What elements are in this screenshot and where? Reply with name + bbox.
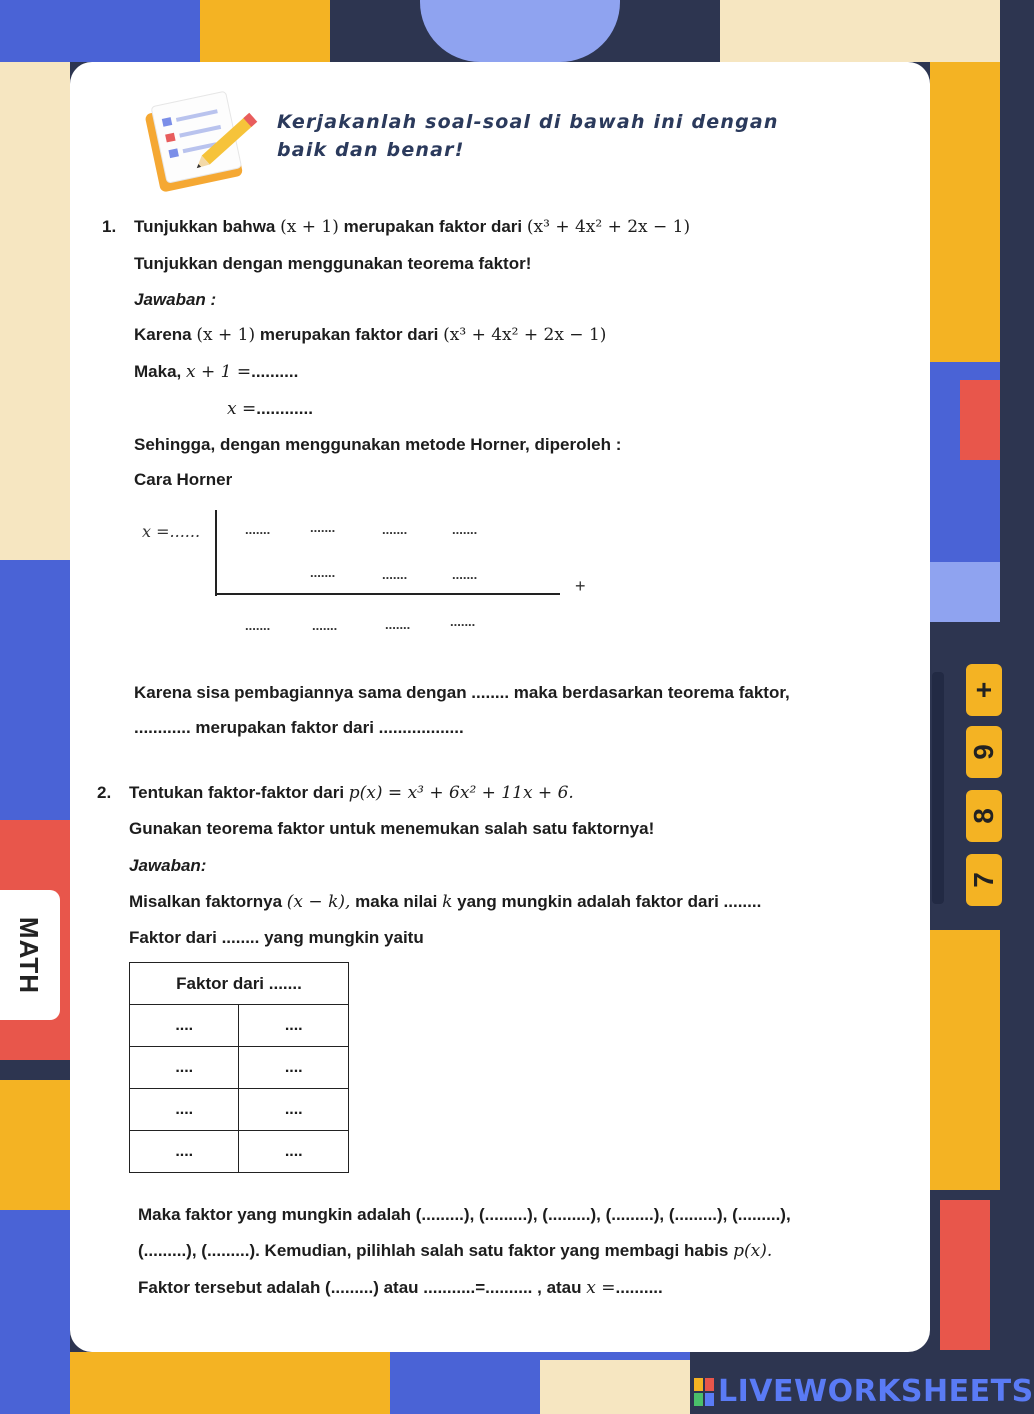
answer-blank[interactable]: .......... bbox=[251, 362, 299, 381]
horner-x-label[interactable]: x =...... bbox=[142, 522, 201, 541]
q2-prompt: Tentukan faktor-faktor dari p(x) = x³ + 6x² + 11x + 6. bbox=[129, 783, 574, 803]
horner-cell[interactable]: ....... bbox=[310, 565, 336, 580]
background-notepad bbox=[540, 1360, 690, 1414]
table-cell[interactable]: .... bbox=[130, 1089, 239, 1131]
background-stripe bbox=[0, 0, 200, 62]
horner-cell[interactable]: ....... bbox=[450, 614, 476, 629]
horner-cell[interactable]: ....... bbox=[310, 520, 336, 535]
q1-horner-title: Cara Horner bbox=[134, 470, 233, 489]
horner-cell[interactable]: ....... bbox=[245, 618, 271, 633]
liveworksheets-logo-icon bbox=[694, 1378, 714, 1406]
background-stripe bbox=[200, 0, 330, 62]
q1-answer-line1: Karena (x + 1) merupakan faktor dari (x³ + 4x² + 2x − 1) bbox=[134, 325, 607, 345]
q1-conclusion-line2: ............ merupakan faktor dari .................. bbox=[134, 718, 464, 737]
background-stripe bbox=[960, 380, 1000, 460]
background-calculator-edge bbox=[932, 672, 944, 904]
q2-choose-factor: (.........), (.........). Kemudian, pilihlah salah satu faktor yang membagi habis p(x). bbox=[138, 1241, 773, 1261]
liveworksheets-logo[interactable]: LIVEWORKSHEETS bbox=[718, 1374, 1034, 1409]
factor-table bbox=[129, 962, 349, 1173]
math-expression: k bbox=[442, 892, 453, 912]
q1-answer-line2: Maka, x + 1 =.......... bbox=[134, 362, 299, 382]
math-expression: x = bbox=[227, 399, 257, 419]
background-stripe bbox=[0, 650, 70, 820]
table-cell[interactable]: .... bbox=[239, 1005, 349, 1047]
q2-number: 2. bbox=[97, 783, 112, 802]
math-expression: p(x). bbox=[733, 1241, 773, 1261]
horner-plus-sign: + bbox=[575, 576, 586, 596]
background-stripe bbox=[0, 1080, 70, 1210]
math-expression: (x³ + 4x² + 2x − 1) bbox=[526, 217, 691, 237]
background-stripe bbox=[420, 0, 620, 62]
math-expression: (x³ + 4x² + 2x − 1) bbox=[443, 325, 607, 345]
table-cell[interactable]: .... bbox=[239, 1047, 349, 1089]
horner-vertical-line bbox=[215, 510, 217, 596]
worksheet-card bbox=[70, 62, 930, 1352]
horner-cell[interactable]: ....... bbox=[452, 567, 478, 582]
calculator-key: 8 bbox=[966, 790, 1002, 842]
background-stripe bbox=[930, 562, 1000, 622]
horner-cell[interactable]: ....... bbox=[245, 522, 271, 537]
q2-possible-factors: Maka faktor yang mungkin adalah (.........), (.........), (.........), (.........), (.........), (.........), bbox=[138, 1205, 791, 1224]
background-stripe bbox=[940, 1200, 990, 1350]
table-row bbox=[130, 1089, 349, 1131]
horner-cell[interactable]: ....... bbox=[382, 567, 408, 582]
table-cell[interactable]: .... bbox=[239, 1089, 349, 1131]
table-cell[interactable]: .... bbox=[130, 1005, 239, 1047]
q2-answer-line1: Misalkan faktornya (x − k), maka nilai k yang mungkin adalah faktor dari ........ bbox=[129, 892, 762, 912]
table-row bbox=[130, 1047, 349, 1089]
background-stripe bbox=[930, 62, 1000, 362]
answer-blank[interactable]: ............ bbox=[256, 399, 313, 418]
background-stripe bbox=[70, 1352, 390, 1414]
clipboard-pencil-icon bbox=[138, 90, 264, 192]
math-expression: x + 1 = bbox=[185, 362, 252, 382]
table-row bbox=[130, 1005, 349, 1047]
q1-prompt: Tunjukkan bahwa (x + 1) merupakan faktor dari (x³ + 4x² + 2x − 1) bbox=[134, 217, 691, 237]
horner-cell[interactable]: ....... bbox=[312, 618, 338, 633]
calculator-key: 9 bbox=[966, 726, 1002, 778]
factor-table-header: Faktor dari ....... bbox=[130, 963, 349, 1005]
q1-conclusion-line1: Karena sisa pembagiannya sama dengan ........ maka berdasarkan teorema faktor, bbox=[134, 683, 790, 702]
background-ruler-panel bbox=[0, 0, 70, 560]
horner-cell[interactable]: ....... bbox=[382, 522, 408, 537]
q1-horner-intro: Sehingga, dengan menggunakan metode Horner, diperoleh : bbox=[134, 435, 622, 454]
q2-instruction: Gunakan teorema faktor untuk menemukan salah satu faktornya! bbox=[129, 819, 655, 838]
math-expression: (x + 1) bbox=[280, 217, 339, 237]
math-expression: (x + 1) bbox=[196, 325, 256, 345]
math-expression: (x − k), bbox=[286, 892, 351, 912]
background-stripe bbox=[720, 0, 1000, 62]
answer-blank[interactable]: .......... bbox=[615, 1278, 663, 1297]
background-stripe bbox=[0, 1210, 70, 1414]
table-row bbox=[130, 1131, 349, 1173]
q2-answer-line2: Faktor dari ........ yang mungkin yaitu bbox=[129, 928, 424, 947]
calculator-key: + bbox=[966, 664, 1002, 716]
q1-answer-label: Jawaban : bbox=[134, 290, 217, 309]
math-expression: x = bbox=[586, 1278, 616, 1298]
q1-answer-line3 bbox=[227, 399, 313, 419]
table-cell[interactable]: .... bbox=[239, 1131, 349, 1173]
q1-number: 1. bbox=[102, 217, 117, 236]
math-expression: p(x) = x³ + 6x² + 11x + 6. bbox=[348, 783, 574, 803]
q2-final-answer: Faktor tersebut adalah (.........) atau ...........=.......... , atau x =.......... bbox=[138, 1278, 663, 1298]
instruction-text: Kerjakanlah soal-soal di bawah ini dengan baik dan benar! bbox=[277, 111, 779, 161]
table-cell[interactable]: .... bbox=[130, 1047, 239, 1089]
q1-instruction: Tunjukkan dengan menggunakan teorema faktor! bbox=[134, 254, 532, 273]
horner-horizontal-line bbox=[215, 593, 560, 595]
calculator-key: 7 bbox=[966, 854, 1002, 906]
background-stripe bbox=[0, 560, 70, 650]
math-label-text: MATH bbox=[14, 916, 45, 994]
background-protractor bbox=[930, 930, 1000, 1190]
table-cell[interactable]: .... bbox=[130, 1131, 239, 1173]
q2-answer-label: Jawaban: bbox=[129, 856, 207, 875]
horner-cell[interactable]: ....... bbox=[452, 522, 478, 537]
horner-cell[interactable]: ....... bbox=[385, 617, 411, 632]
